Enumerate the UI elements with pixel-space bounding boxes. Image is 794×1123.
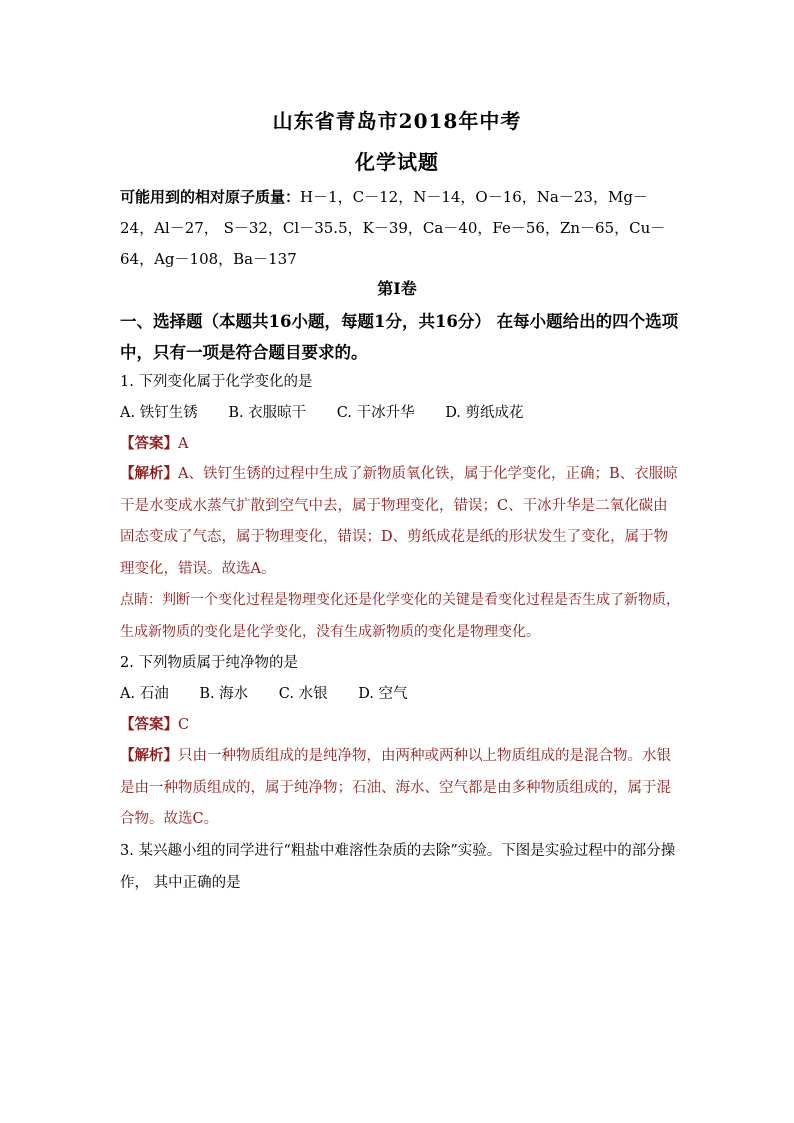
exam-title: 山东省青岛市2018年中考 <box>272 109 522 133</box>
question-2-option-a: A. 石油 <box>120 686 169 702</box>
question-1-options <box>120 402 680 424</box>
question-2-answer <box>120 714 680 736</box>
analysis-tag: 【解析】 <box>120 747 178 764</box>
analysis-tag: 【解析】 <box>120 465 178 482</box>
question-2-option-d: D. 空气 <box>358 686 408 702</box>
answer-value: C <box>178 717 190 733</box>
question-1-option-d: D. 剪纸成花 <box>445 405 524 421</box>
analysis-text: A、铁钉生锈的过程中生成了新物质氧化铁，属于化学变化，正确；B、衣服晾干是水变成水蒸气扩散到空气中去，属于物理变化，错误；C、干冰升华是二氧化碳由固态变成了气态，属于物理变化，错误；D、剪纸成花是纸的形状发生了变化，属于物理变化，错误。故选A。 <box>120 466 678 577</box>
atomic-masses-values: H－1，C－12，N－14，O－16，Na－23，Mg－24，Al－27， S－32，Cl－35.5，K－39，Ca－40，Fe－56，Zn－65，Cu－64，Ag－108，Ba－137 <box>120 188 666 268</box>
volume-label: 第Ⅰ卷 <box>377 279 417 298</box>
question-2-option-c: C. 水银 <box>278 686 328 702</box>
section-heading: 一、选择题（本题共16小题，每题1分，共16分） 在每小题给出的四个选项中，只有一项是符合题目要求的。 <box>120 312 679 362</box>
question-2-analysis <box>120 740 680 836</box>
question-1-analysis <box>120 458 680 585</box>
question-1-answer <box>120 433 680 455</box>
answer-tag: 【答案】 <box>120 716 178 733</box>
atomic-masses-lead: 可能用到的相对原子质量： <box>120 188 301 206</box>
answer-tag: 【答案】 <box>120 435 178 452</box>
question-2-stem: 2. 下列物质属于纯净物的是 <box>120 655 298 671</box>
question-2-options <box>120 683 680 705</box>
analysis-text: 只由一种物质组成的是纯净物，由两种或两种以上物质组成的是混合物。水银是由一种物质组成的，属于纯净物；石油、海水、空气都是由多种物质组成的，属于混合物。故选C。 <box>120 748 671 827</box>
question-1-stem: 1. 下列变化属于化学变化的是 <box>120 374 313 390</box>
question-1-option-b: B. 衣服晾干 <box>228 405 307 421</box>
question-1-option-a: A. 铁钉生锈 <box>120 405 198 421</box>
answer-value: A <box>178 436 189 452</box>
question-3-stem: 3. 某兴趣小组的同学进行“粗盐中难溶性杂质的去除”实验。下图是实验过程中的部分操作， 其中正确的是 <box>120 843 676 891</box>
exam-subtitle: 化学试题 <box>355 150 439 174</box>
question-1-option-c: C. 干冰升华 <box>336 405 415 421</box>
atomic-masses <box>120 182 680 275</box>
question-2-option-b: B. 海水 <box>199 686 249 702</box>
question-1-note: 点睛：判断一个变化过程是物理变化还是化学变化的关键是看变化过程是否生成了新物质，生成新物质的变化是化学变化，没有生成新物质的变化是物理变化。 <box>120 592 680 640</box>
